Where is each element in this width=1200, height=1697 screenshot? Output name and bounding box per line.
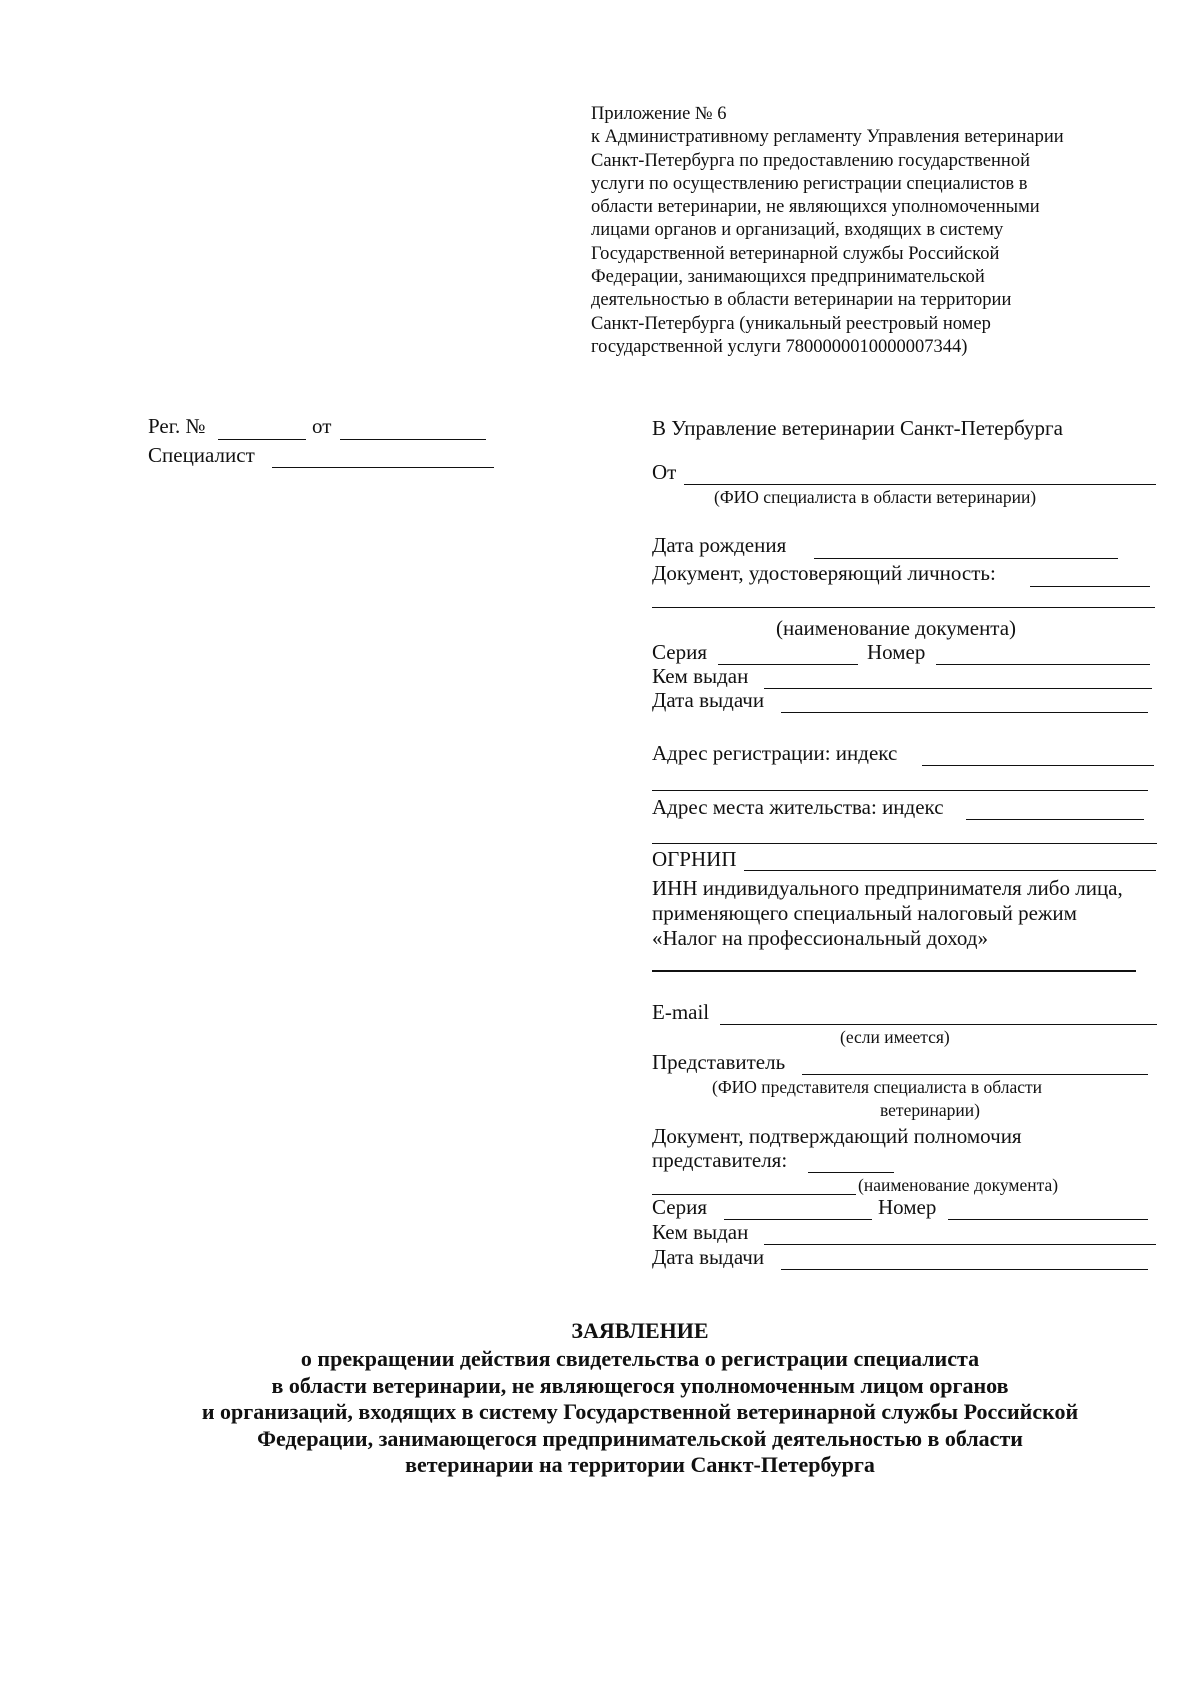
representative-hint: ветеринарии) (880, 1100, 980, 1120)
representative-hint: (ФИО представителя специалиста в области (712, 1077, 1043, 1097)
appendix-line: Санкт-Петербурга по предоставлению государственной (591, 150, 1030, 171)
rep-issued-by-field[interactable] (764, 1244, 1156, 1245)
reg-no-label: Рег. № (148, 414, 206, 438)
rep-issue-date-field[interactable] (781, 1269, 1148, 1270)
addressee-title: В Управление ветеринарии Санкт-Петербурга (652, 416, 1063, 440)
statement-title-line: в области ветеринарии, не являющегося уполномоченным лицом органов (271, 1372, 1009, 1398)
inn-label-line: «Налог на профессиональный доход» (652, 926, 988, 950)
applicant-name-field[interactable] (684, 484, 1156, 485)
statement-title-line: ветеринарии на территории Санкт-Петербурга (405, 1452, 875, 1477)
appendix-line: Государственной ветеринарной службы Российской (591, 243, 1000, 264)
id-document-name-field[interactable] (652, 607, 1155, 608)
rep-number-field[interactable] (948, 1219, 1148, 1220)
rep-series-label: Серия (652, 1195, 707, 1219)
rep-issued-by-label: Кем выдан (652, 1220, 749, 1244)
appendix-line: области ветеринарии, не являющихся уполномоченными (591, 197, 1040, 218)
number-field[interactable] (936, 664, 1150, 665)
authority-doc-label: представителя: (652, 1148, 788, 1172)
doc-name-hint: (наименование документа) (776, 616, 1017, 640)
residence-index-field[interactable] (966, 819, 1144, 820)
from-label: От (652, 460, 677, 484)
reg-address-label: Адрес регистрации: индекс (652, 741, 898, 765)
email-label: E-mail (652, 1000, 710, 1024)
specialist-field[interactable] (272, 467, 494, 468)
specialist-label: Специалист (148, 443, 255, 467)
statement-title-block (100, 1346, 1180, 1479)
authority-doc-label: Документ, подтверждающий полномочия (652, 1124, 1022, 1148)
issue-date-field[interactable] (781, 712, 1148, 713)
reg-date-label: от (312, 414, 332, 438)
appendix-line: деятельностью в области ветеринарии на территории (591, 290, 1012, 311)
rep-number-label: Номер (878, 1195, 937, 1219)
appendix-line: к Административному регламенту Управления ветеринарии (591, 127, 1064, 148)
id-document-field[interactable] (1030, 586, 1150, 587)
email-hint: (если имеется) (840, 1027, 950, 1047)
series-label: Серия (652, 640, 707, 664)
applicant-name-hint: (ФИО специалиста в области ветеринарии) (714, 487, 1037, 507)
email-field[interactable] (720, 1024, 1157, 1025)
appendix-header (591, 103, 1151, 359)
reg-date-field[interactable] (340, 439, 486, 440)
appendix-line: Федерации, занимающихся предпринимательской (591, 267, 985, 288)
birth-date-label: Дата рождения (652, 533, 787, 557)
authority-doc-name-hint: (наименование документа) (858, 1175, 1059, 1195)
statement-heading: ЗАЯВЛЕНИЕ (571, 1318, 709, 1343)
appendix-line: Приложение № 6 (591, 104, 727, 124)
statement-title-line: Федерации, занимающегося предпринимательской деятельностью в области (257, 1425, 1023, 1451)
birth-date-field[interactable] (814, 558, 1118, 559)
statement-title-line: о прекращении действия свидетельства о регистрации специалиста (300, 1346, 980, 1371)
appendix-line: Санкт-Петербурга (уникальный реестровый номер (591, 313, 991, 334)
residence-address-field[interactable] (652, 843, 1157, 844)
inn-label-line: ИНН индивидуального предпринимателя либо лица, (652, 876, 1123, 900)
residence-address-label: Адрес места жительства: индекс (652, 795, 944, 819)
authority-doc-field[interactable] (808, 1172, 894, 1173)
reg-address-index-field[interactable] (922, 765, 1154, 766)
id-document-label: Документ, удостоверяющий личность: (652, 561, 996, 585)
appendix-line: государственной услуги 7800000010000007344) (591, 336, 968, 357)
rep-issue-date-label: Дата выдачи (652, 1245, 765, 1269)
statement-title-line: и организаций, входящих в систему Государственной ветеринарной службы Российской (201, 1399, 1079, 1424)
appendix-line: услуги по осуществлению регистрации специалистов в (591, 173, 1028, 194)
issued-by-field[interactable] (764, 688, 1152, 689)
inn-label-line: применяющего специальный налоговый режим (652, 901, 1077, 925)
appendix-line: лицами органов и организаций, входящих в систему (591, 220, 1004, 241)
inn-field[interactable] (652, 970, 1136, 972)
ogrnip-label: ОГРНИП (652, 847, 737, 871)
reg-address-field[interactable] (652, 790, 1148, 791)
ogrnip-field[interactable] (744, 870, 1156, 871)
issued-by-label: Кем выдан (652, 664, 749, 688)
representative-label: Представитель (652, 1050, 786, 1074)
representative-field[interactable] (802, 1074, 1148, 1075)
issue-date-label: Дата выдачи (652, 688, 765, 712)
reg-no-field[interactable] (218, 439, 306, 440)
number-label: Номер (867, 640, 926, 664)
